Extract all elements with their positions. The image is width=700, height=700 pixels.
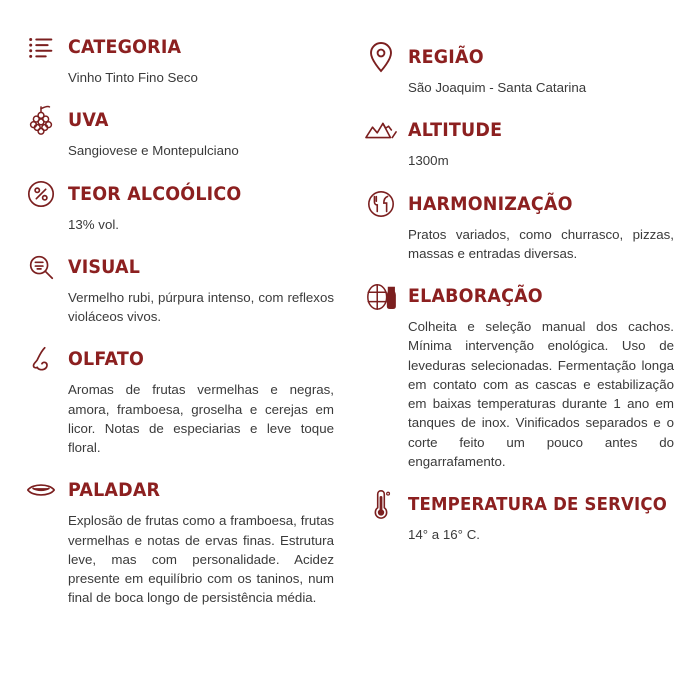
left-column xyxy=(24,30,342,690)
section-header xyxy=(24,30,342,64)
thermometer-icon xyxy=(364,487,398,521)
section-title: ALTITUDE xyxy=(408,119,503,142)
section-text: Vermelho rubi, púrpura intenso, com reflexos violáceos vivos. xyxy=(68,289,334,325)
section-harmonizacao xyxy=(364,187,682,264)
pairing-icon xyxy=(364,187,398,221)
list-icon xyxy=(24,30,58,64)
map-pin-icon xyxy=(364,40,398,74)
section-regiao xyxy=(364,40,682,97)
mountain-icon xyxy=(364,113,398,147)
section-title: ELABORAÇÃO xyxy=(408,285,543,308)
section-header xyxy=(364,279,682,313)
section-text: 1300m xyxy=(408,153,449,169)
section-paladar xyxy=(24,473,342,607)
section-title: VISUAL xyxy=(68,255,141,278)
section-title: TEOR ALCOÓLICO xyxy=(68,182,242,205)
section-text: Explosão de frutas como a framboesa, frutas vermelhas e notas de ervas finas. Estrutura leve, mas com personalidade. Acidez presente em equilíbrio com os taninos, num final de boca longo de persistência média. xyxy=(68,513,334,606)
section-visual xyxy=(24,250,342,327)
section-elaboracao xyxy=(364,279,682,471)
section-title: PALADAR xyxy=(68,479,161,502)
grapes-icon xyxy=(24,103,58,137)
section-header xyxy=(24,177,342,211)
section-text: Colheita e seleção manual dos cachos. Mínima intervenção enológica. Uso de leveduras selecionadas. Fermentação longa em contato com as cascas e estabilização em baixas temperaturas durante 1 ano em tanques de inox. Vinificados separados e o corte feito um pouco antes do engarrafamento. xyxy=(408,319,674,469)
nose-icon xyxy=(24,342,58,376)
section-text: Vinho Tinto Fino Seco xyxy=(68,70,198,85)
section-header xyxy=(364,187,682,221)
section-header xyxy=(364,113,682,147)
section-header xyxy=(364,40,682,74)
right-column xyxy=(364,30,682,690)
percent-icon xyxy=(24,177,58,211)
section-teor-alcoolico xyxy=(24,177,342,234)
section-header xyxy=(364,487,682,521)
section-header xyxy=(24,250,342,284)
section-altitude xyxy=(364,113,682,170)
mouth-icon xyxy=(24,473,58,507)
section-header xyxy=(24,342,342,376)
barrel-bottle-icon xyxy=(364,279,398,313)
section-header xyxy=(24,473,342,507)
section-text: Pratos variados, como churrasco, pizzas, massas e entradas diversas. xyxy=(408,226,674,261)
section-title: UVA xyxy=(68,109,109,132)
magnifier-icon xyxy=(24,250,58,284)
section-text: 13% vol. xyxy=(68,216,119,232)
section-title: TEMPERATURA DE SERVIÇO xyxy=(408,493,667,515)
section-text: São Joaquim - Santa Catarina xyxy=(408,80,587,95)
section-olfato xyxy=(24,342,342,457)
section-text: 14° a 16° C. xyxy=(408,527,480,543)
section-title: CATEGORIA xyxy=(68,36,182,58)
section-text: Sangiovese e Montepulciano xyxy=(68,143,239,159)
section-text: Aromas de frutas vermelhas e negras, amora, framboesa, groselha e cerejas em licor. Notas de especiarias e leve toque floral. xyxy=(68,382,334,456)
section-title: OLFATO xyxy=(68,348,145,371)
section-categoria xyxy=(24,30,342,87)
section-title: REGIÃO xyxy=(408,46,484,68)
section-title: HARMONIZAÇÃO xyxy=(408,192,573,215)
section-uva xyxy=(24,103,342,160)
section-header xyxy=(24,103,342,137)
section-temperatura-de-servico xyxy=(364,487,682,544)
